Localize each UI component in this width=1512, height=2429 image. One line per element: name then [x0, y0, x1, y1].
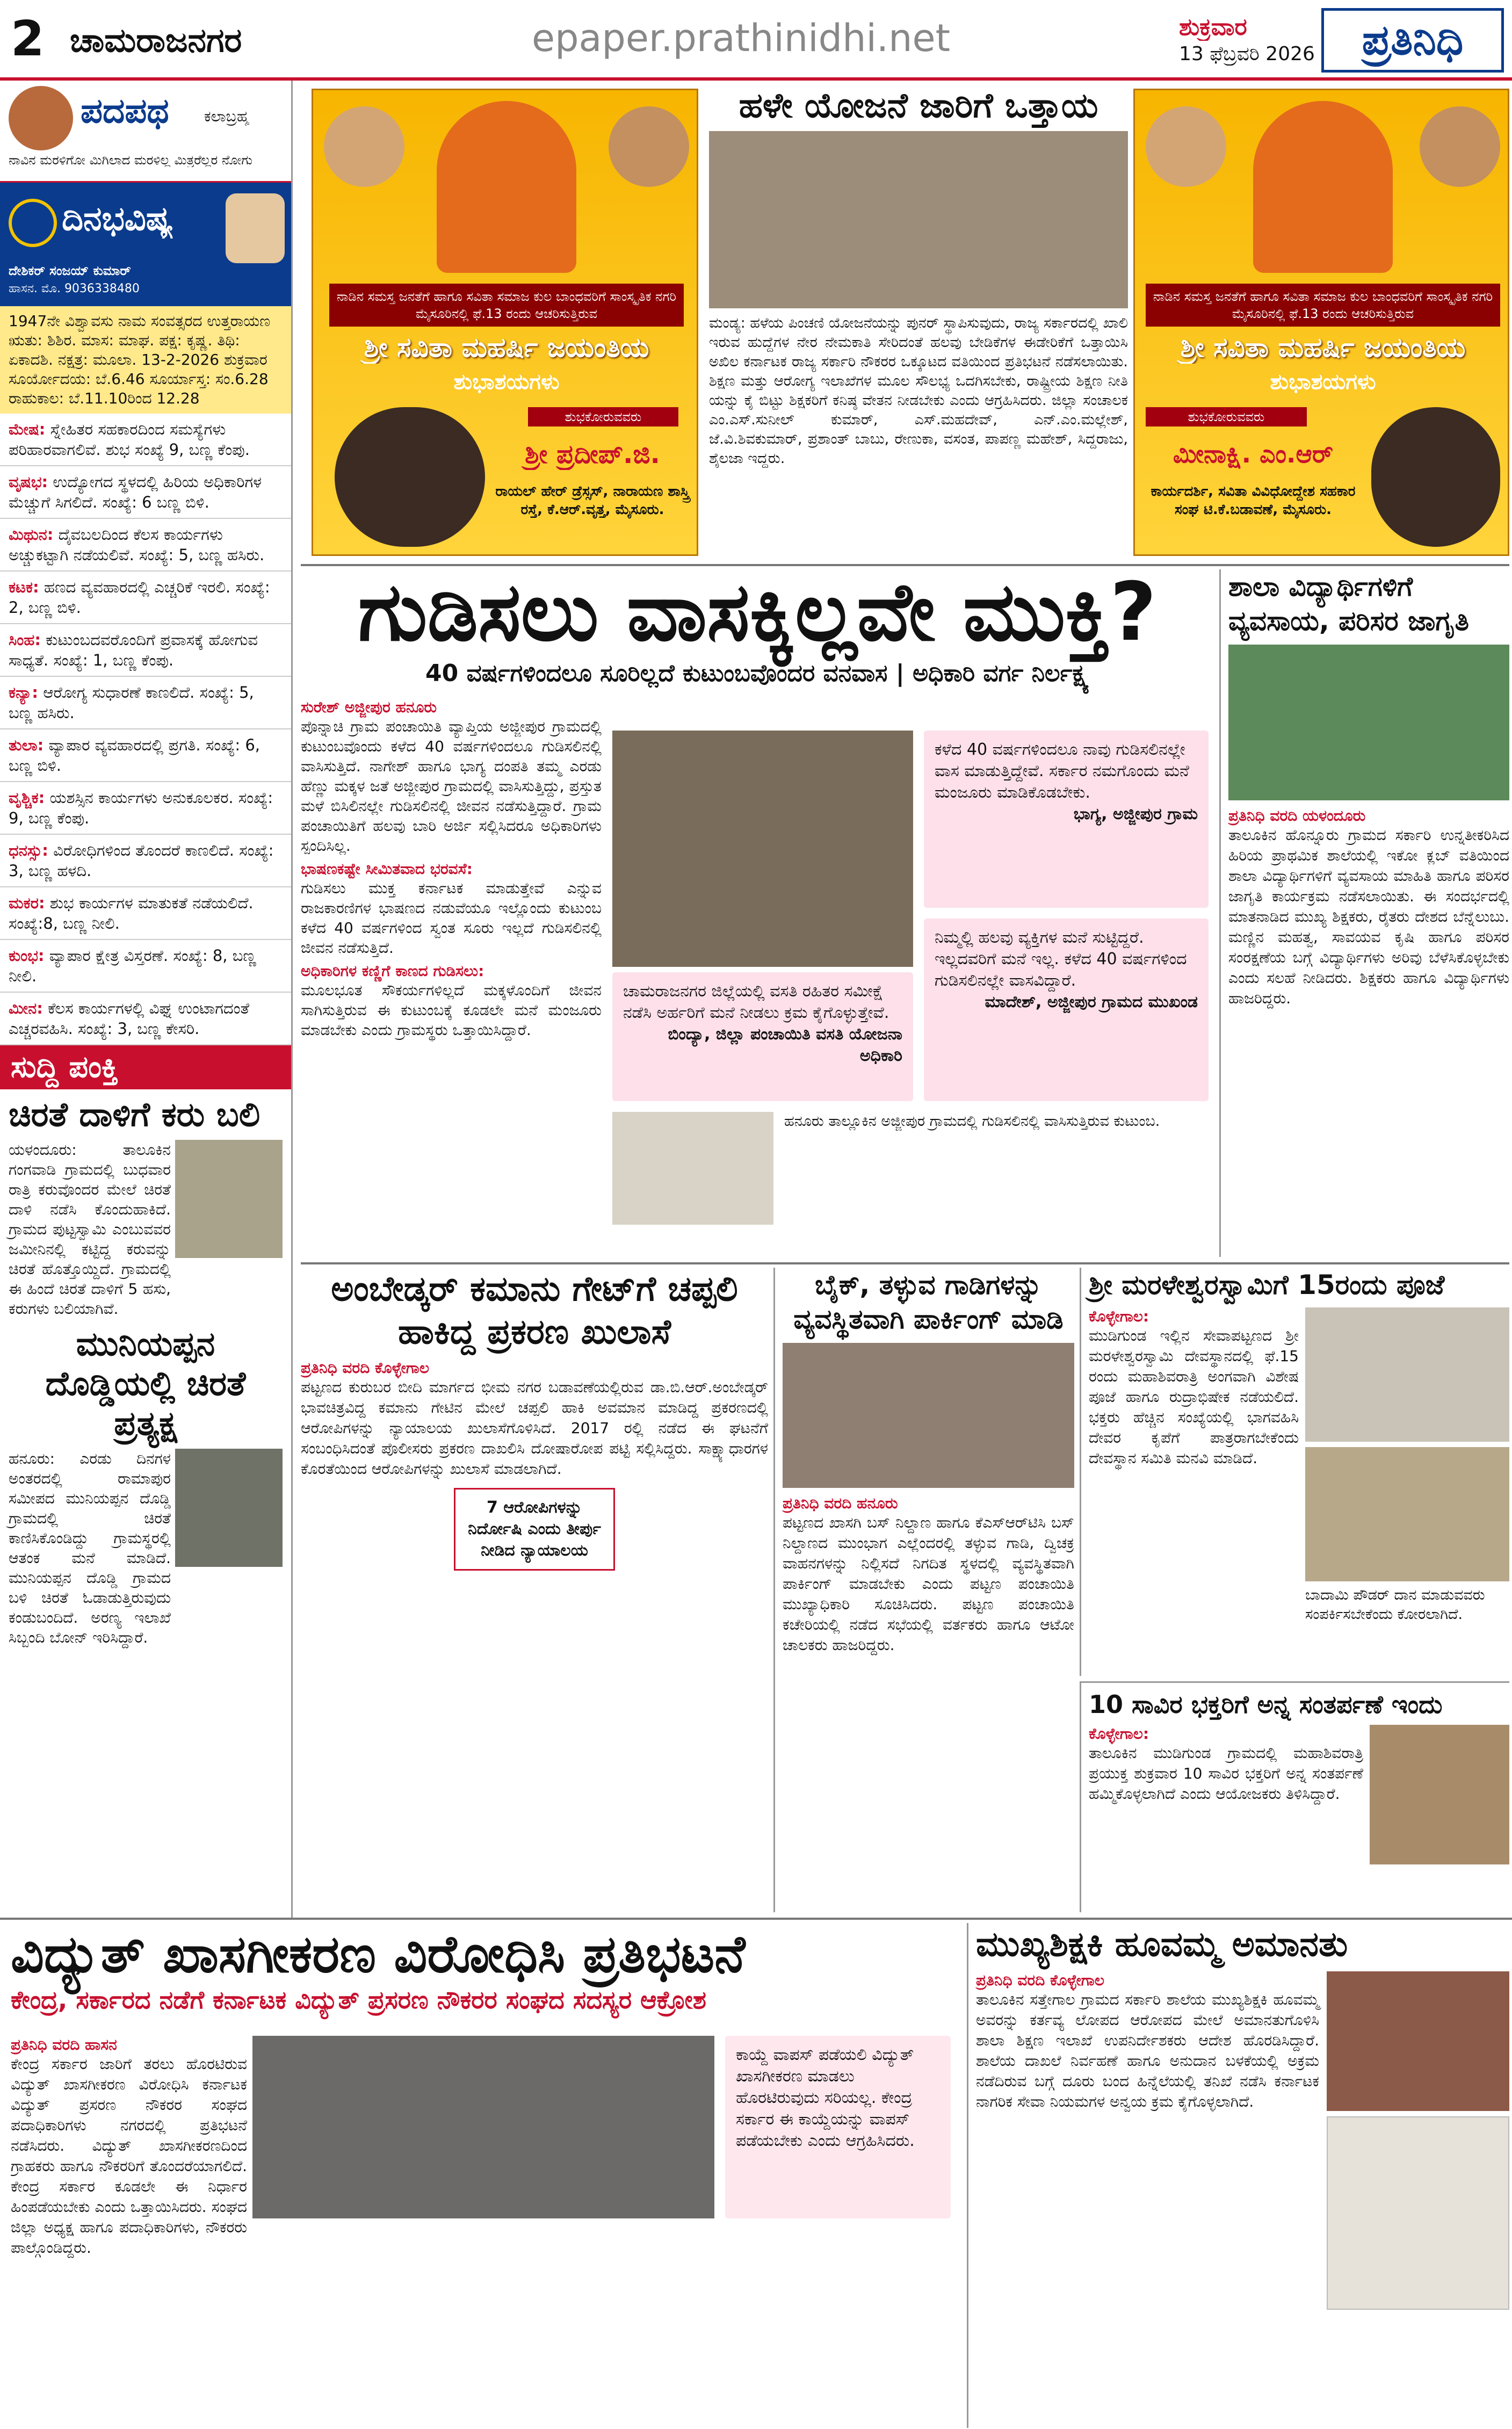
paper-logo: ಪ್ರತಿನಿಧಿ	[1321, 8, 1504, 73]
rashi-item	[0, 729, 291, 782]
lead-sub2: ಅಧಿಕಾರಿಗಳ ಕಣ್ಣಿಗೆ ಕಾಣದ ಗುಡಿಸಲು:	[301, 962, 484, 980]
ad2-line2: ಶ್ರೀ ಸವಿತಾ ಮಹರ್ಷಿ ಜಯಂತಿಯ	[1180, 332, 1466, 363]
ad2-wish: ಶುಭಕೋರುವವರು	[1146, 407, 1307, 426]
rashi-name: ವೃಷಭ:	[9, 473, 48, 491]
ambedkar-headline: ಅಂಬೇಡ್ಕರ್ ಕಮಾನು ಗೇಟ್‌ಗೆ ಚಪ್ಪಲಿ ಹಾಕಿದ್ದ ಪ್ರಕರಣ ಖುಲಾಸೆ	[331, 1269, 738, 1352]
old-pension-article: ಮಂಡ್ಯ: ಹಳೆಯ ಪಿಂಚಣಿ ಯೋಜನೆಯನ್ನು ಪುನರ್ ಸ್ಥಾಪಿಸುವುದು, ರಾಜ್ಯ ಸರ್ಕಾರದಲ್ಲಿ ಖಾಲಿ ಇರುವ ಹುದ್ದೆಗಳ ನೇರ ನೇಮಕಾತಿ ಸೇರಿದಂತೆ ಹಲವು ಬೇಡಿಕೆಗಳ ಈಡೇರಿಕೆಗೆ ಒತ್ತಾಯಿಸಿ ಅಖಿಲ ಕರ್ನಾಟಕ ರಾಜ್ಯ ಸರ್ಕಾರಿ ನೌಕರರ ಒಕ್ಕೂಟದ ವತಿಯಿಂದ ಪ್ರತಿಭಟನೆ ನಡೆಸಲಾಯಿತು. ಶಿಕ್ಷಣ ಮತ್ತು ಆರೋಗ್ಯ ಇಲಾಖೆಗಳ ಮೂಲ ಸೌಲಭ್ಯ ಒದಗಿಸಬೇಕು, ರಾಷ್ಟ್ರೀಯ ಶಿಕ್ಷಣ ನೀತಿ ಯನ್ನು ಕೈ ಬಿಟ್ಟು ಶಿಕ್ಷಕರಿಗೆ ಕನಿಷ್ಠ ವೇತನ ನೀಡಬೇಕು ಎಂದು ಆಗ್ರಹಿಸಿದರು. ಜಿಲ್ಲಾ ಸಂಚಾಲಕ ಎಂ.ಎಸ್.ಸುನೀಲ್ ಕುಮಾರ್, ಎಸ್.ಮಹದೇವ್, ಎನ್.ಎಂ.ಮಲ್ಲೇಶ್, ಜೆ.ವಿ.ಶಿವಕುಮಾರ್, ಪ್ರಶಾಂತ್ ಬಾಬು, ರೇಣುಕಾ, ವಸಂತ, ಪಾಪಣ್ಣ ಮಹೇಶ್, ಸಿದ್ದರಾಜು, ಶೈಲಜಾ ಇದ್ದರು.	[709, 315, 1128, 467]
portrait-2	[609, 106, 689, 187]
quote-madesh	[924, 919, 1209, 1101]
ambedkar-story	[301, 1268, 768, 1912]
rashi-list	[0, 414, 291, 1045]
lead-subheadline: 40 ವರ್ಷಗಳಿಂದಲೂ ಸೂರಿಲ್ಲದೆ ಕುಟುಂಬವೊಂದರ ವನವಾಸ | ಅಧಿಕಾರಿ ವರ್ಗ ನಿರ್ಲಕ್ಷ್ಯ	[425, 660, 1089, 687]
lead-col1	[301, 698, 602, 1257]
ad1-desc: ರಾಯಲ್ ಹೇರ್ ಡ್ರೆಸ್ಸಸ್, ನಾರಾಯಣ ಶಾಸ್ತ್ರಿ ರಸ್ತೆ, ಕೆ.ಆರ್.ವೃತ್ತ, ಮೈಸೂರು.	[495, 483, 690, 518]
lead-headline: ಗುಡಿಸಲು ವಾಸಕ್ಕಿಲ್ಲವೇ ಮುಕ್ತಿ?	[358, 569, 1157, 659]
rashi-item	[0, 624, 291, 677]
ambedkar-box: 7 ಆರೋಪಿಗಳನ್ನು ನಿರ್ದೋಷಿ ಎಂದು ತೀರ್ಪು ನೀಡಿದ ನ್ಯಾಯಾಲಯ	[454, 1488, 615, 1571]
rashi-name: ಮೇಷ:	[9, 420, 46, 438]
rashi-item	[0, 993, 291, 1045]
rashi-item	[0, 677, 291, 729]
maraleshwara-byline: ಕೊಳ್ಳೇಗಾಲ:	[1089, 1307, 1149, 1325]
ad1-line3: ಶುಭಾಶಯಗಳು	[453, 370, 560, 394]
students-photo	[1228, 645, 1509, 800]
lead-sub1: ಭಾಷಣಕಷ್ಟೇ ಸೀಮಿತವಾದ ಭರವಸೆ:	[301, 860, 473, 878]
rashi-name: ಮಿಥುನ:	[9, 525, 54, 544]
quote-official-text: ಚಾಮರಾಜನಗರ ಜಿಲ್ಲೆಯಲ್ಲಿ ವಸತಿ ರಹಿತರ ಸಮೀಕ್ಷೆ ನಡೆಸಿ ಅರ್ಹರಿಗೆ ಮನೆ ನೀಡಲು ಕ್ರಮ ಕೈಗೊಳ್ಳುತ್ತೇವೆ.	[623, 982, 889, 1022]
annadana-story	[1080, 1681, 1509, 1912]
rashi-item	[0, 466, 291, 519]
lead-story	[301, 569, 1214, 1257]
quote-official	[612, 972, 913, 1101]
power-article: ಕೇಂದ್ರ ಸರ್ಕಾರ ಜಾರಿಗೆ ತರಲು ಹೊರಟಿರುವ ವಿದ್ಯುತ್ ಖಾಸಗೀಕರಣ ವಿರೋಧಿಸಿ ಕರ್ನಾಟಕ ವಿದ್ಯುತ್ ಪ್ರಸರಣ ನೌಕರರ ಸಂಘದ ಪದಾಧಿಕಾರಿಗಳು ನಗರದಲ್ಲಿ ಪ್ರತಿಭಟನೆ ನಡೆಸಿದರು. ವಿದ್ಯುತ್ ಖಾಸಗೀಕರಣದಿಂದ ಗ್ರಾಹಕರು ಹಾಗೂ ನೌಕರರಿಗೆ ತೊಂದರೆಯಾಗಲಿದೆ. ಕೇಂದ್ರ ಸರ್ಕಾರ ಕೂಡಲೇ ಈ ನಿರ್ಧಾರ ಹಿಂಪಡೆಯಬೇಕು ಎಂದು ಒತ್ತಾಯಿಸಿದರು. ಸಂಘದ ಜಿಲ್ಲಾ ಅಧ್ಯಕ್ಷ ಹಾಗೂ ಪದಾಧಿಕಾರಿಗಳು, ನೌಕರರು ಪಾಲ್ಗೊಂಡಿದ್ದರು.	[11, 2055, 247, 2257]
old-pension-story	[709, 86, 1128, 553]
lead-text2: ಗುಡಿಸಲು ಮುಕ್ತ ಕರ್ನಾಟಕ ಮಾಡುತ್ತೇವೆ ಎನ್ನುವ ರಾಜಕಾರಣಿಗಳ ಭಾಷಣದ ನಡುವೆಯೂ ಇಲ್ಲೊಂದು ಕುಟುಂಬ ಕಳೆದ 40 ವರ್ಷಗಳಿಂದ ಸ್ವಂತ ಸೂರು ಇಲ್ಲದೆ ಗುಡಿಸಲಿನಲ್ಲಿ ಜೀವನ ನಡೆಸುತ್ತಿದೆ.	[301, 879, 602, 957]
sage-illustration-2	[1253, 101, 1393, 273]
cheetah-photo	[175, 1140, 283, 1258]
rashi-text: ವಿರೋಧಿಗಳಿಂದ ತೊಂದರೆ ಕಾಣಲಿದೆ. ಸಂಖ್ಯೆ: 3, ಬಣ್ಣ ಹಳದಿ.	[9, 841, 274, 880]
astrologer-name: ದೇಶಿಕರ್ ಸಂಜಯ್ ಕುಮಾರ್	[9, 263, 131, 278]
rashi-item	[0, 887, 291, 940]
maraleshwara-story	[1080, 1268, 1509, 1676]
rashi-name: ತುಲಾ:	[9, 736, 44, 754]
savita-ad-left	[312, 89, 698, 556]
dinabhavishya-title: ದಿನಭವಿಷ್ಯ	[62, 199, 173, 238]
columnist-avatar	[9, 86, 73, 150]
rashi-item	[0, 782, 291, 835]
maraleshwara-headline: ಶ್ರೀ ಮರಳೇಶ್ವರಸ್ವಾಮಿಗೆ 15ರಂದು ಪೂಜೆ	[1089, 1269, 1445, 1300]
masthead	[0, 0, 1512, 81]
rashi-item	[0, 835, 291, 887]
quote-bhagya-by: ಭಾಗ್ಯ, ಅಜ್ಜೀಪುರ ಗ್ರಾಮ	[1073, 805, 1198, 823]
power-protest-photo	[252, 2036, 714, 2218]
dinabhavishya-header	[0, 183, 291, 306]
rashi-text: ವ್ಯಾಪಾರ ಕ್ಷೇತ್ರ ವಿಸ್ತರಣೆ. ಸಂಖ್ಯೆ: 8, ಬಣ್ಣ ನೀಲಿ.	[9, 946, 256, 985]
quote-bhagya-text: ಕಳೆದ 40 ವರ್ಷಗಳಿಂದಲೂ ನಾವು ಗುಡಿಸಲಿನಲ್ಲೇ ವಾಸ ಮಾಡುತ್ತಿದ್ದೇವೆ. ಸರ್ಕಾರ ನಮಗೊಂದು ಮನೆ ಮಂಜೂರು ಮಾಡಿಕೊಡಬೇಕು.	[935, 740, 1189, 802]
page-number: 2	[11, 11, 45, 67]
school-byline: ಪ್ರತಿನಿಧಿ ವರದಿ ಯಳಂದೂರು	[1228, 807, 1366, 825]
hm-article: ತಾಲೂಕಿನ ಸತ್ತೇಗಾಲ ಗ್ರಾಮದ ಸರ್ಕಾರಿ ಶಾಲೆಯ ಮುಖ್ಯಶಿಕ್ಷಕಿ ಹೂವಮ್ಮ ಅವರನ್ನು ಕರ್ತವ್ಯ ಲೋಪದ ಆರೋಪದ ಮೇಲೆ ಅಮಾನತುಗೊಳಿಸಿ ಶಾಲಾ ಶಿಕ್ಷಣ ಇಲಾಖೆ ಉಪನಿರ್ದೇಶಕರು ಆದೇಶ ಹೊರಡಿಸಿದ್ದಾರೆ. ಶಾಲೆಯ ದಾಖಲೆ ನಿರ್ವಹಣೆ ಹಾಗೂ ಅನುದಾನ ಬಳಕೆಯಲ್ಲಿ ಅಕ್ರಮ ನಡೆದಿರುವ ಬಗ್ಗೆ ದೂರು ಬಂದ ಹಿನ್ನೆಲೆಯಲ್ಲಿ ತನಿಖೆ ನಡೆಸಿ ಕರ್ನಾಟಕ ನಾಗರಿಕ ಸೇವಾ ನಿಯಮಗಳ ಅನ್ವಯ ಕ್ರಮ ಕೈಗೊಳ್ಳಲಾಗಿದೆ.	[976, 1991, 1319, 2110]
rashi-name: ಧನಸ್ಸು:	[9, 841, 48, 859]
ad1-line2: ಶ್ರೀ ಸವಿತಾ ಮಹರ್ಷಿ ಜಯಂತಿಯ	[364, 332, 649, 363]
parking-article: ಪಟ್ಟಣದ ಖಾಸಗಿ ಬಸ್ ನಿಲ್ದಾಣ ಹಾಗೂ ಕೆಎಸ್‌ಆರ್‌ಟಿಸಿ ಬಸ್ ನಿಲ್ದಾಣದ ಮುಂಭಾಗ ಎಲ್ಲೆಂದರಲ್ಲಿ ತಳ್ಳುವ ಗಾಡಿ, ದ್ವಿಚಕ್ರ ವಾಹನಗಳನ್ನು ನಿಲ್ಲಿಸದೆ ನಿಗದಿತ ಸ್ಥಳದಲ್ಲಿ ವ್ಯವಸ್ಥಿತವಾಗಿ ಪಾರ್ಕಿಂಗ್ ಮಾಡಬೇಕು ಎಂದು ಪಟ್ಟಣ ಪಂಚಾಯಿತಿ ಮುಖ್ಯಾಧಿಕಾರಿ ಸೂಚಿಸಿದರು. ಪಟ್ಟಣ ಪಂಚಾಯಿತಿ ಕಚೇರಿಯಲ್ಲಿ ನಡೆದ ಸಭೆಯಲ್ಲಿ ವರ್ತಕರು ಹಾಗೂ ಆಟೋ ಚಾಲಕರು ಹಾಜರಿದ್ದರು.	[783, 1514, 1074, 1654]
school-article: ತಾಲೂಕಿನ ಹೊನ್ನೂರು ಗ್ರಾಮದ ಸರ್ಕಾರಿ ಉನ್ನತೀಕರಿಸಿದ ಹಿರಿಯ ಪ್ರಾಥಮಿಕ ಶಾಲೆಯಲ್ಲಿ ಇಕೋ ಕ್ಲಬ್ ವತಿಯಿಂದ ಶಾಲಾ ವಿದ್ಯಾರ್ಥಿಗಳಿಗೆ ವ್ಯವಸಾಯ ಮಾಹಿತಿ ಹಾಗೂ ಪರಿಸರ ಜಾಗೃತಿ ಕಾರ್ಯಕ್ರಮ ನಡೆಸಲಾಯಿತು. ಈ ಸಂದರ್ಭದಲ್ಲಿ ಮಾತನಾಡಿದ ಮುಖ್ಯ ಶಿಕ್ಷಕರು, ರೈತರು ದೇಶದ ಬೆನ್ನೆಲುಬು. ಮಣ್ಣಿನ ಮಹತ್ವ, ಸಾವಯವ ಕೃಷಿ ಹಾಗೂ ಪರಿಸರ ಸಂರಕ್ಷಣೆಯ ಬಗ್ಗೆ ವಿದ್ಯಾರ್ಥಿಗಳು ಅರಿವು ಬೆಳೆಸಿಕೊಳ್ಳಬೇಕು ಎಂದು ಸಲಹೆ ನೀಡಿದರು. ಶಿಕ್ಷಕರು ಹಾಗೂ ವಿದ್ಯಾರ್ಥಿಗಳು ಹಾಜರಿದ್ದರು.	[1228, 826, 1509, 1007]
rashi-name: ಸಿಂಹ:	[9, 631, 41, 649]
rashi-name: ಕುಂಭ:	[9, 946, 45, 965]
rashi-text: ಹಣದ ವ್ಯವಹಾರದಲ್ಲಿ ಎಚ್ಚರಿಕೆ ಇರಲಿ. ಸಂಖ್ಯೆ: 2, ಬಣ್ಣ ಬಿಳಿ.	[9, 578, 270, 617]
ad2-desc: ಕಾರ್ಯದರ್ಶಿ, ಸವಿತಾ ವಿವಿಧೋದ್ದೇಶ ಸಹಕಾರ ಸಂಘ ಟಿ.ಕೆ.ಬಡಾವಣೆ, ಮೈಸೂರು.	[1151, 483, 1356, 518]
issue-date: 13 ಫೆಬ್ರವರಿ 2026	[1179, 43, 1315, 65]
portrait-1	[324, 106, 404, 187]
annadana-headline: 10 ಸಾವಿರ ಭಕ್ತರಿಗೆ ಅನ್ನ ಸಂತರ್ಪಣೆ ಇಂದು	[1089, 1690, 1443, 1719]
ad2-person-photo	[1371, 407, 1500, 547]
muniyappa-article: ಹನೂರು: ಎರಡು ದಿನಗಳ ಅಂತರದಲ್ಲಿ ರಾಮಾಪುರ ಸಮೀಪದ ಮುನಿಯಪ್ಪನ ದೊಡ್ಡಿ ಗ್ರಾಮದಲ್ಲಿ ಚಿರತೆ ಕಾಣಿಸಿಕೊಂಡಿದ್ದು ಗ್ರಾಮಸ್ಥರಲ್ಲಿ ಆತಂಕ ಮನೆ ಮಾಡಿದೆ. ಮುನಿಯಪ್ಪನ ದೊಡ್ಡಿ ಗ್ರಾಮದ ಬಳಿ ಚಿರತೆ ಓಡಾಡುತ್ತಿರುವುದು ಕಂಡುಬಂದಿದೆ. ಅರಣ್ಯ ಇಲಾಖೆ ಸಿಬ್ಬಂದಿ ಬೋನ್ ಇರಿಸಿದ್ದಾರೆ.	[9, 1450, 171, 1646]
rashi-item	[0, 940, 291, 993]
protest-photo	[709, 131, 1128, 308]
rashi-name: ಮೀನ:	[9, 999, 43, 1017]
panchanga: 1947ನೇ ವಿಶ್ವಾವಸು ನಾಮ ಸಂವತ್ಸರದ ಉತ್ತರಾಯಣ ಋತು: ಶಿಶಿರ. ಮಾಸ: ಮಾಘ. ಪಕ್ಷ: ಕೃಷ್ಣ. ತಿಥಿ: ಏಕಾದಶಿ. ನಕ್ಷತ್ರ: ಮೂಲಾ. 13-2-2026 ಶುಕ್ರವಾರ ಸೂರ್ಯೋದಯ: ಬೆ.6.46 ಸೂರ್ಯಾಸ್ತ: ಸಂ.6.28 ರಾಹುಕಾಲ: ಬೆ.11.10ರಿಂದ 12.28	[0, 306, 291, 414]
rashi-text: ವ್ಯಾಪಾರ ವ್ಯವಹಾರದಲ್ಲಿ ಪ್ರಗತಿ. ಸಂಖ್ಯೆ: 6, ಬಣ್ಣ ಬಿಳಿ.	[9, 736, 261, 775]
meeting-photo	[783, 1343, 1074, 1488]
quote-madesh-text: ನಿಮ್ಮಲ್ಲಿ ಹಲವು ವ್ಯಕ್ತಿಗಳ ಮನೆ ಸುಟ್ಟಿದ್ದರೆ. ಇಲ್ಲದವರಿಗೆ ಮನೆ ಇಲ್ಲ. ಕಳೆದ 40 ವರ್ಷಗಳಿಂದ ಗುಡಿಸಲಿನಲ್ಲೇ ವಾಸವಿದ್ದಾರೆ.	[935, 928, 1187, 990]
rashi-text: ಯಶಸ್ಸಿನ ಕಾರ್ಯಗಳು ಅನುಕೂಲಕರ. ಸಂಖ್ಯೆ: 9, ಬಣ್ಣ ಕೆಂಪು.	[9, 789, 273, 827]
hm-byline: ಪ್ರತಿನಿಧಿ ವರದಿ ಕೊಳ್ಳೇಗಾಲ	[976, 1971, 1104, 1989]
muniyappa-headline: ಮುನಿಯಪ್ಪನ ದೊಡ್ಡಿಯಲ್ಲಿ ಚಿರತೆ ಪ್ರತ್ಯಕ್ಷ	[45, 1324, 246, 1443]
lead-byline: ಸುರೇಶ್ ಅಜ್ಜೀಪುರ ಹನೂರು	[301, 698, 437, 716]
rashi-name: ಮಕರ:	[9, 894, 45, 912]
parking-headline: ಬೈಕ್, ತಳ್ಳುವ ಗಾಡಿಗಳನ್ನು ವ್ಯವಸ್ಥಿತವಾಗಿ ಪಾರ್ಕಿಂಗ್ ಮಾಡಿ	[793, 1269, 1064, 1335]
hm-photo	[1327, 1971, 1509, 2111]
annadana-photo	[1370, 1725, 1509, 1864]
left-column	[0, 81, 293, 1918]
rashi-name: ಕನ್ಯಾ:	[9, 683, 39, 702]
padapatha-text: ನಾವಿನ ಮರಳಿಗೋ ಮಿಗಿಲಾದ ಮರಳಿಲ್ಲ ಮಿತ್ರರೆಲ್ಲರ ನೋಗು	[9, 153, 252, 167]
ad2-name: ಮೀನಾಕ್ಷಿ. ಎಂ.ಆರ್	[1173, 439, 1334, 468]
quote-official-by: ಬಿಂದ್ಯಾ, ಜಿಲ್ಲಾ ಪಂಚಾಯಿತಿ ವಸತಿ ಯೋಜನಾ ಅಧಿಕಾರಿ	[668, 1025, 902, 1065]
parking-story	[773, 1268, 1074, 1912]
old-pension-headline: ಹಳೇ ಯೋಜನೆ ಜಾರಿಗೆ ಒತ್ತಾಯ	[739, 86, 1098, 126]
power-story	[0, 1923, 961, 2428]
temple-photo	[1305, 1307, 1509, 1442]
rashi-text: ಆರೋಗ್ಯ ಸುಧಾರಣೆ ಕಾಣಲಿದೆ. ಸಂಖ್ಯೆ: 5, ಬಣ್ಣ ಹಸಿರು.	[9, 683, 254, 722]
padapatha-title: ಪದಪಥ	[81, 91, 169, 131]
maraleshwara-article: ಮುಡಿಗುಂಡ ಇಲ್ಲಿನ ಸೇವಾಪಟ್ಟಣದ ಶ್ರೀ ಮರಳೇಶ್ವರಸ್ವಾಮಿ ದೇವಸ್ಥಾನದಲ್ಲಿ ಫೆ.15 ರಂದು ಮಹಾಶಿವರಾತ್ರಿ ಅಂಗವಾಗಿ ವಿಶೇಷ ಪೂಜೆ ಹಾಗೂ ರುದ್ರಾಭಿಷೇಕ ನಡೆಯಲಿದೆ. ಭಕ್ತರು ಹೆಚ್ಚಿನ ಸಂಖ್ಯೆಯಲ್ಲಿ ಭಾಗವಹಿಸಿ ದೇವರ ಕೃಪೆಗೆ ಪಾತ್ರರಾಗಬೇಕೆಂದು ದೇವಸ್ಥಾನ ಸಮಿತಿ ಮನವಿ ಮಾಡಿದೆ.	[1089, 1327, 1299, 1467]
site-url[interactable]: epaper.prathinidhi.net	[532, 16, 951, 60]
portrait-3	[1146, 106, 1226, 187]
astrologer-phone: ಹಾಸನ. ಮೊ. 9036338480	[9, 282, 140, 295]
power-byline: ಪ್ರತಿನಿಧಿ ವರದಿ ಹಾಸನ	[11, 2036, 117, 2054]
zodiac-wheel-icon	[9, 199, 57, 247]
rashi-text: ಶುಭ ಕಾರ್ಯಗಳ ಮಾತುಕತೆ ನಡೆಯಲಿದೆ. ಸಂಖ್ಯೆ:8, ಬಣ್ಣ ನೀಲಿ.	[9, 894, 254, 932]
ad2-line3: ಶುಭಾಶಯಗಳು	[1270, 370, 1376, 394]
suspension-order-photo	[1327, 2116, 1509, 2310]
cage-photo	[175, 1449, 283, 1567]
ambedkar-article: ಪಟ್ಟಣದ ಕುರುಬರ ಬೀದಿ ಮಾರ್ಗದ ಭೀಮ ನಗರ ಬಡಾವಣೆಯಲ್ಲಿರುವ ಡಾ.ಬಿ.ಆರ್.ಅಂಬೇಡ್ಕರ್ ಭಾವಚಿತ್ರವಿದ್ದ ಕಮಾನು ಗೇಟಿನ ಮೇಲೆ ಚಪ್ಪಲಿ ಹಾಕಿ ಅವಮಾನ ಮಾಡಿದ್ದ ಪ್ರಕರಣದಲ್ಲಿ ಆರೋಪಿಗಳನ್ನು ನ್ಯಾಯಾಲಯ ಖುಲಾಸೆಗೊಳಿಸಿದೆ. 2017 ರಲ್ಲಿ ನಡೆದ ಈ ಘಟನೆಗೆ ಸಂಬಂಧಿಸಿದಂತೆ ಪೊಲೀಸರು ಪ್ರಕರಣ ದಾಖಲಿಸಿ ದೋಷಾರೋಪ ಪಟ್ಟಿ ಸಲ್ಲಿಸಿದ್ದರು. ಸಾಕ್ಷ್ಯಾಧಾರಗಳ ಕೊರತೆಯಿಂದ ಆರೋಪಿಗಳನ್ನು ಖುಲಾಸೆ ಮಾಡಲಾಗಿದೆ.	[301, 1378, 768, 1478]
section-name: ಚಾಮರಾಜನಗರ	[70, 20, 242, 60]
maraleshwara-caption: ಬಾದಾಮಿ ಪೌಡರ್ ದಾನ ಮಾಡುವವರು ಸಂಪರ್ಕಿಸಬೇಕೆಂದು ಕೋರಲಾಗಿದೆ.	[1305, 1587, 1485, 1623]
quote-bhagya	[924, 731, 1209, 908]
power-col1	[11, 2036, 247, 2258]
lead-text1: ಪೊನ್ನಾಚಿ ಗ್ರಾಮ ಪಂಚಾಯಿತಿ ವ್ಯಾಪ್ತಿಯ ಅಜ್ಜೀಪುರ ಗ್ರಾಮದಲ್ಲಿ ಕುಟುಂಬವೊಂದು ಕಳೆದ 40 ವರ್ಷಗಳಿಂದಲೂ ಗುಡಿಸಲಿನಲ್ಲಿ ವಾಸಿಸುತ್ತಿದೆ. ನಾಗೇಶ್ ಹಾಗೂ ಭಾಗ್ಯ ದಂಪತಿ ತಮ್ಮ ಎರಡು ಹೆಣ್ಣು ಮಕ್ಕಳ ಜತೆ ಅಜ್ಜೀಪುರ ಗ್ರಾಮದಲ್ಲಿ ವಾಸಿಸುತ್ತಿದ್ದು, ಪ್ರಸ್ತುತ ಮಳೆ ಬಿಸಿಲಿನಲ್ಲೇ ಗುಡಿಸಲಿನಲ್ಲಿ ಜೀವನ ನಡೆಸುತ್ತಿದ್ದಾರೆ. ಗ್ರಾಮ ಪಂಚಾಯಿತಿಗೆ ಹಲವು ಬಾರಿ ಅರ್ಜಿ ಸಲ್ಲಿಸಿದರೂ ಅಧಿಕಾರಿಗಳು ಸ್ಪಂದಿಸಿಲ್ಲ.	[301, 718, 602, 855]
issue-day: ಶುಕ್ರವಾರ	[1179, 13, 1247, 41]
hm-suspend-story	[967, 1923, 1509, 2428]
document-photo	[612, 1112, 773, 1225]
portrait-4	[1420, 106, 1500, 187]
lead-text3: ಮೂಲಭೂತ ಸೌಕರ್ಯಗಳಿಲ್ಲದೆ ಮಕ್ಕಳೊಂದಿಗೆ ಜೀವನ ಸಾಗಿಸುತ್ತಿರುವ ಈ ಕುಟುಂಬಕ್ಕೆ ಕೂಡಲೇ ಮನೆ ಮಂಜೂರು ಮಾಡಬೇಕು ಎಂದು ಗ್ರಾಮಸ್ಥರು ಒತ್ತಾಯಿಸಿದ್ದಾರೆ.	[301, 981, 602, 1039]
school-story	[1219, 569, 1509, 1257]
power-headline: ವಿದ್ಯುತ್ ಖಾಸಗೀಕರಣ ವಿರೋಧಿಸಿ ಪ್ರತಿಭಟನೆ	[11, 1924, 746, 1984]
annadana-article: ತಾಲೂಕಿನ ಮುಡಿಗುಂಡ ಗ್ರಾಮದಲ್ಲಿ ಮಹಾಶಿವರಾತ್ರಿ ಪ್ರಯುಕ್ತ ಶುಕ್ರವಾರ 10 ಸಾವಿರ ಭಕ್ತರಿಗೆ ಅನ್ನ ಸಂತರ್ಪಣೆ ಹಮ್ಮಿಕೊಳ್ಳಲಾಗಿದೆ ಎಂದು ಆಯೋಜಕರು ತಿಳಿಸಿದ್ದಾರೆ.	[1089, 1744, 1363, 1803]
cheetah-headline: ಚಿರತೆ ದಾಳಿಗೆ ಕರು ಬಲಿ	[9, 1095, 261, 1134]
school-headline: ಶಾಲಾ ವಿದ್ಯಾರ್ಥಿಗಳಿಗೆ ವ್ಯವಸಾಯ, ಪರಿಸರ ಜಾಗೃತಿ	[1228, 571, 1469, 637]
lead-caption: ಹನೂರು ತಾಲ್ಲೂಕಿನ ಅಜ್ಜೀಪುರ ಗ್ರಾಮದಲ್ಲಿ ಗುಡಿಸಲಿನಲ್ಲಿ ವಾಸಿಸುತ್ತಿರುವ ಕುಟುಂಬ.	[784, 1113, 1160, 1130]
ad2-line1: ನಾಡಿನ ಸಮಸ್ತ ಜನತೆಗೆ ಹಾಗೂ ಸವಿತಾ ಸಮಾಜ ಕುಲ ಬಾಂಧವರಿಗೆ ಸಾಂಸ್ಕೃತಿಕ ನಗರಿ ಮೈಸೂರಿನಲ್ಲಿ ಫೆ.13 ರಂದು ಆಚರಿಸುತ್ತಿರುವ	[1146, 284, 1500, 327]
savita-ad-right	[1133, 89, 1509, 556]
sage-illustration	[437, 101, 576, 273]
hut-photo	[612, 731, 913, 967]
hm-headline: ಮುಖ್ಯಶಿಕ್ಷಕಿ ಹೂವಮ್ಮ ಅಮಾನತು	[976, 1925, 1348, 1964]
rashi-text: ಕೆಲಸ ಕಾರ್ಯಗಳಲ್ಲಿ ವಿಘ್ನ ಉಂಟಾಗದಂತೆ ಎಚ್ಚರವಹಿಸಿ. ಸಂಖ್ಯೆ: 3, ಬಣ್ಣ ಕೇಸರಿ.	[9, 999, 250, 1038]
padapatha-author: ಕಲಾಬ್ರಹ್ಮ	[204, 107, 250, 125]
rashi-item	[0, 414, 291, 466]
quote-madesh-by: ಮಾದೇಶ್, ಅಜ್ಜೀಪುರ ಗ್ರಾಮದ ಮುಖಂಡ	[985, 993, 1198, 1011]
ambedkar-byline: ಪ್ರತಿನಿಧಿ ವರದಿ ಕೊಳ್ಳೇಗಾಲ	[301, 1359, 429, 1377]
rashi-text: ಉದ್ಯೋಗದ ಸ್ಥಳದಲ್ಲಿ ಹಿರಿಯ ಅಧಿಕಾರಿಗಳ ಮೆಚ್ಚುಗೆ ಸಿಗಲಿದೆ. ಸಂಖ್ಯೆ: 6 ಬಣ್ಣ ಬಿಳಿ.	[9, 473, 262, 511]
cheetah-article: ಯಳಂದೂರು: ತಾಲೂಕಿನ ಗಂಗವಾಡಿ ಗ್ರಾಮದಲ್ಲಿ ಬುಧವಾರ ರಾತ್ರಿ ಕರುವೊಂದರ ಮೇಲೆ ಚಿರತೆ ದಾಳಿ ನಡೆಸಿ ಕೊಂದುಹಾಕಿದೆ. ಗ್ರಾಮದ ಪುಟ್ಟಸ್ವಾಮಿ ಎಂಬುವವರ ಜಮೀನಿನಲ್ಲಿ ಕಟ್ಟಿದ್ದ ಕರುವನ್ನು ಚಿರತೆ ಹೊತ್ತೊಯ್ದಿದೆ. ಗ್ರಾಮದಲ್ಲಿ ಈ ಹಿಂದೆ ಚಿರತೆ ದಾಳಿಗೆ 5 ಹಸು, ಕರುಗಳು ಬಲಿಯಾಗಿವೆ.	[9, 1141, 171, 1318]
power-box: ಕಾಯ್ದೆ ವಾಪಸ್ ಪಡೆಯಲಿ ವಿದ್ಯುತ್ ಖಾಸಗೀಕರಣ ಮಾಡಲು ಹೊರಟಿರುವುದು ಸರಿಯಲ್ಲ. ಕೇಂದ್ರ ಸರ್ಕಾರ ಈ ಕಾಯ್ದೆಯನ್ನು ವಾಪಸ್ ಪಡೆಯಬೇಕು ಎಂದು ಆಗ್ರಹಿಸಿದರು.	[725, 2036, 951, 2218]
ad1-person-photo	[335, 407, 485, 547]
rashi-text: ಸ್ನೇಹಿತರ ಸಹಕಾರದಿಂದ ಸಮಸ್ಯೆಗಳು ಪರಿಹಾರವಾಗಲಿವೆ. ಶುಭ ಸಂಖ್ಯೆ 9, ಬಣ್ಣ ಕೆಂಪು.	[9, 420, 250, 459]
temple-gate-photo	[1305, 1447, 1509, 1581]
padapatha-box	[0, 81, 291, 183]
rashi-name: ಕಟಕ:	[9, 578, 39, 596]
ad1-name: ಶ್ರೀ ಪ್ರದೀಪ್.ಜಿ.	[525, 439, 660, 469]
suddi-pankti-banner: ಸುದ್ದಿ ಪಂಕ್ತಿ	[0, 1045, 291, 1089]
ad1-wish: ಶುಭಕೋರುವವರು	[528, 407, 678, 426]
rashi-text: ದೈವಬಲದಿಂದ ಕೆಲಸ ಕಾರ್ಯಗಳು ಅಚ್ಚುಕಟ್ಟಾಗಿ ನಡೆಯಲಿವೆ. ಸಂಖ್ಯೆ: 5, ಬಣ್ಣ ಹಸಿರು.	[9, 525, 265, 564]
rashi-name: ವೃಶ್ಚಿಕ:	[9, 789, 45, 807]
power-subheadline: ಕೇಂದ್ರ, ಸರ್ಕಾರದ ನಡೆಗೆ ಕರ್ನಾಟಕ ವಿದ್ಯುತ್ ಪ್ರಸರಣ ನೌಕರರ ಸಂಘದ ಸದಸ್ಯರ ಆಕ್ರೋಶ	[11, 1985, 706, 2014]
ad1-line1: ನಾಡಿನ ಸಮಸ್ತ ಜನತೆಗೆ ಹಾಗೂ ಸವಿತಾ ಸಮಾಜ ಕುಲ ಬಾಂಧವರಿಗೆ ಸಾಂಸ್ಕೃತಿಕ ನಗರಿ ಮೈಸೂರಿನಲ್ಲಿ ಫೆ.13 ರಂದು ಆಚರಿಸುತ್ತಿರುವ	[329, 284, 684, 327]
annadana-byline: ಕೊಳ್ಳೇಗಾಲ:	[1089, 1725, 1149, 1743]
rashi-item	[0, 519, 291, 572]
rashi-item	[0, 572, 291, 624]
astrologer-photo	[226, 193, 285, 263]
rashi-text: ಕುಟುಂಬದವರೊಂದಿಗೆ ಪ್ರವಾಸಕ್ಕೆ ಹೋಗುವ ಸಾಧ್ಯತೆ. ಸಂಖ್ಯೆ: 1, ಬಣ್ಣ ಕೆಂಪು.	[9, 631, 258, 669]
parking-byline: ಪ್ರತಿನಿಧಿ ವರದಿ ಹನೂರು	[783, 1494, 898, 1512]
